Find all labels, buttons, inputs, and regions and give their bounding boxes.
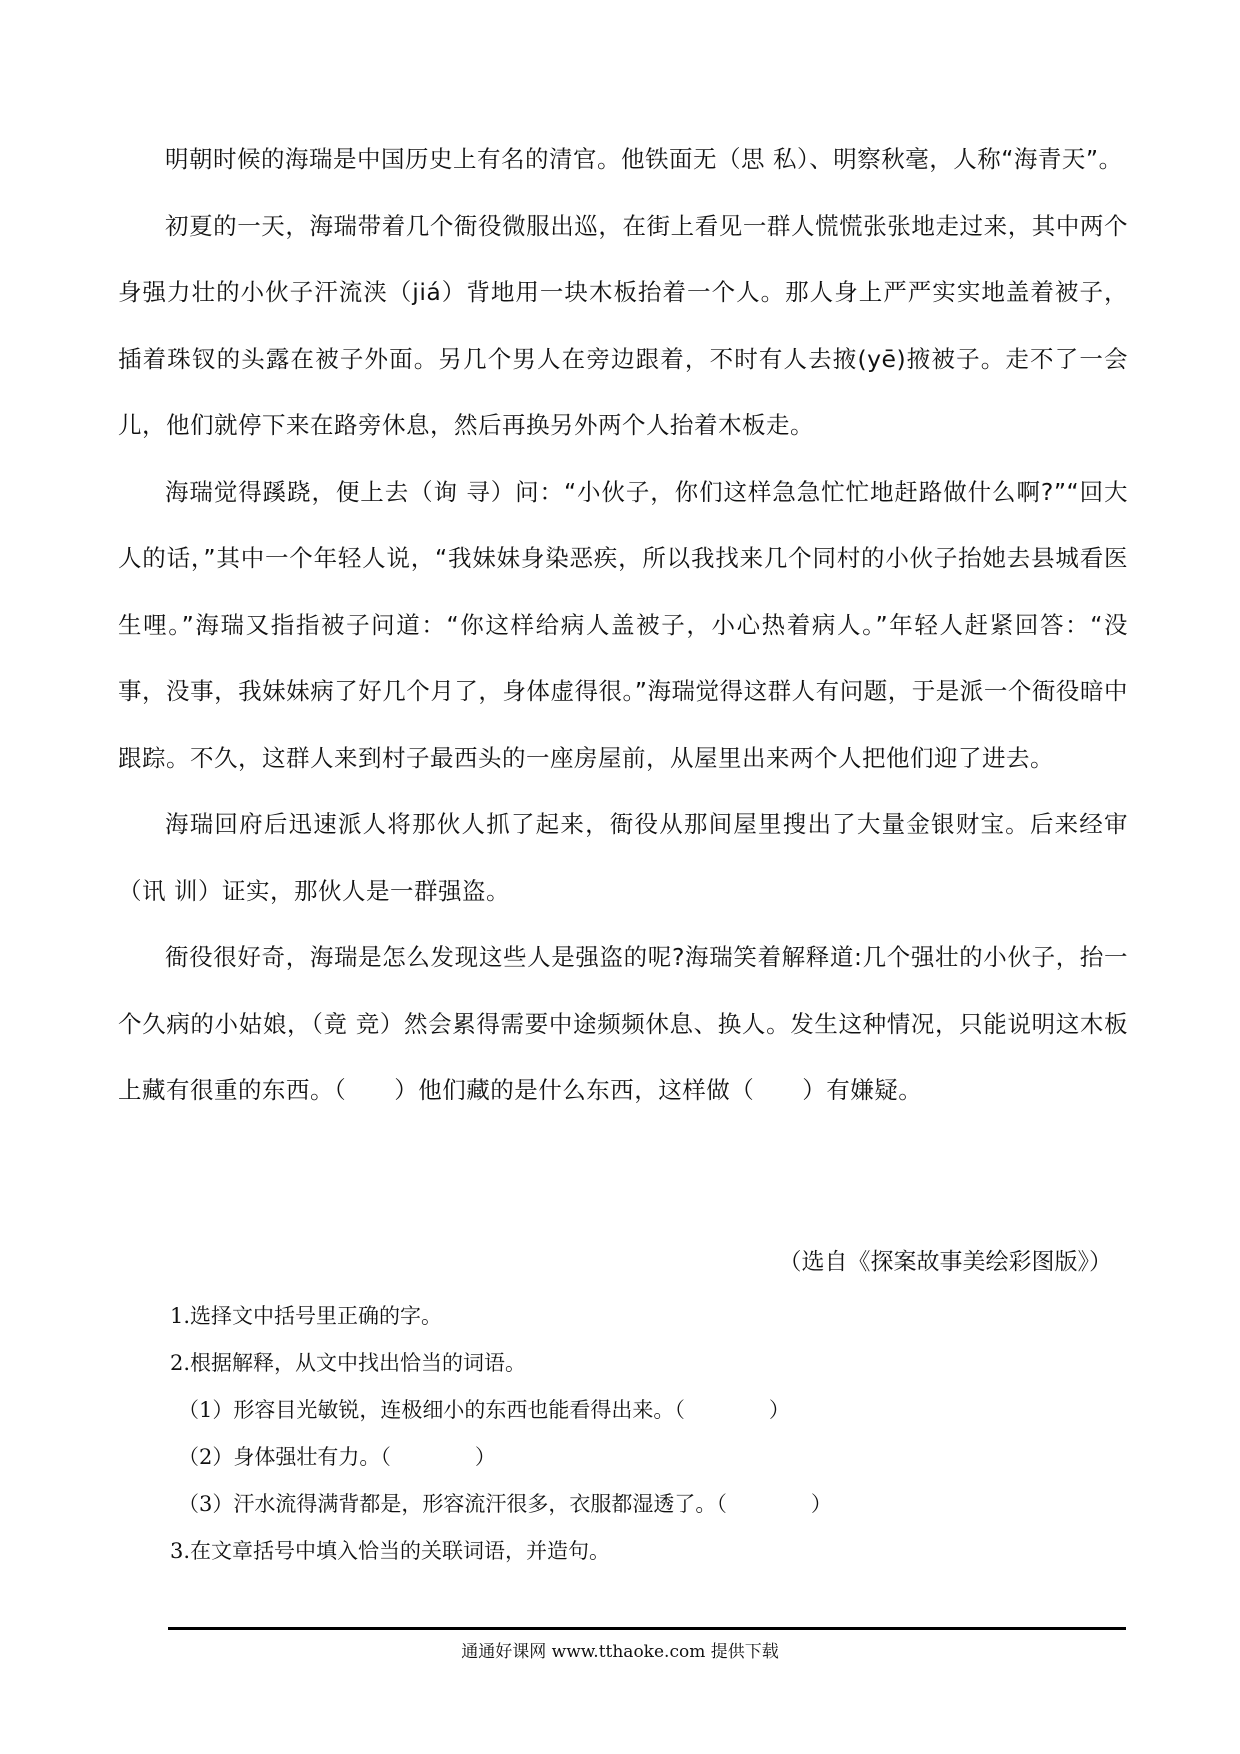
- story-source: （选自《探案故事美绘彩图版》）: [778, 1249, 1112, 1275]
- story-paragraph-5: 衙役很好奇，海瑞是怎么发现这些人是强盗的呢?海瑞笑着解释道:几个强壮的小伙子，抬一个久病的小姑娘，（竟 竞）然会累得需要中途频频休息、换人。发生这种情况，只能说明这木板上藏有很重的东西。（ ）他们藏的是什么东西，这样做（ ）有嫌疑。: [118, 943, 1128, 1104]
- story-paragraph-1: 明朝时候的海瑞是中国历史上有名的清官。他铁面无（思 私）、明察秋毫，人称“海青天”。: [165, 145, 1123, 173]
- story-paragraph-2: 初夏的一天，海瑞带着几个衙役微服出巡，在街上看见一群人慌慌张张地走过来，其中两个身强力壮的小伙子汗流浃（jiá）背地用一块木板抬着一个人。那人身上严严实实地盖着被子，插着珠钗的头露在被子外面。另几个男人在旁边跟着，不时有人去掖(yē)掖被子。走不了一会儿，他们就停下来在路旁休息，然后再换另外两个人抬着木板走。: [118, 211, 1128, 439]
- question-2-item-1: （1）形容目光敏锐，连极细小的东西也能看得出来。（ ）: [178, 1398, 790, 1422]
- question-2-item-2: （2）身体强壮有力。（ ）: [178, 1445, 496, 1469]
- question-2: 2.根据解释，从文中找出恰当的词语。: [170, 1351, 527, 1375]
- story-paragraph-3: 海瑞觉得蹊跷，便上去（询 寻）问：“小伙子，你们这样急急忙忙地赶路做什么啊?”“回大人的话，”其中一个年轻人说，“我妹妹身染恶疾，所以我找来几个同村的小伙子抬她去县城看医生哩。”海瑞又指指被子问道：“你这样给病人盖被子，小心热着病人。”年轻人赶紧回答：“没事，没事，我妹妹病了好几个月了，身体虚得很。”海瑞觉得这群人有问题，于是派一个衙役暗中跟踪。不久，这群人来到村子最西头的一座房屋前，从屋里出来两个人把他们迎了进去。: [118, 477, 1128, 772]
- footer-divider: [168, 1627, 1126, 1630]
- questions-section: [170, 1302, 1130, 1584]
- question-3: 3.在文章括号中填入恰当的关联词语，并造句。: [170, 1539, 611, 1563]
- footer-credit: 通通好课网 www.tthaoke.com 提供下载: [461, 1642, 779, 1662]
- story-paragraph-4: 海瑞回府后迅速派人将那伙人抓了起来，衙役从那间屋里搜出了大量金银财宝。后来经审（讯 训）证实，那伙人是一群强盗。: [118, 810, 1128, 905]
- question-2-item-3: （3）汗水流得满背都是，形容流汗很多，衣服都湿透了。（ ）: [178, 1492, 832, 1516]
- question-1: 1.选择文中括号里正确的字。: [170, 1304, 443, 1328]
- story-text: [118, 126, 1128, 1124]
